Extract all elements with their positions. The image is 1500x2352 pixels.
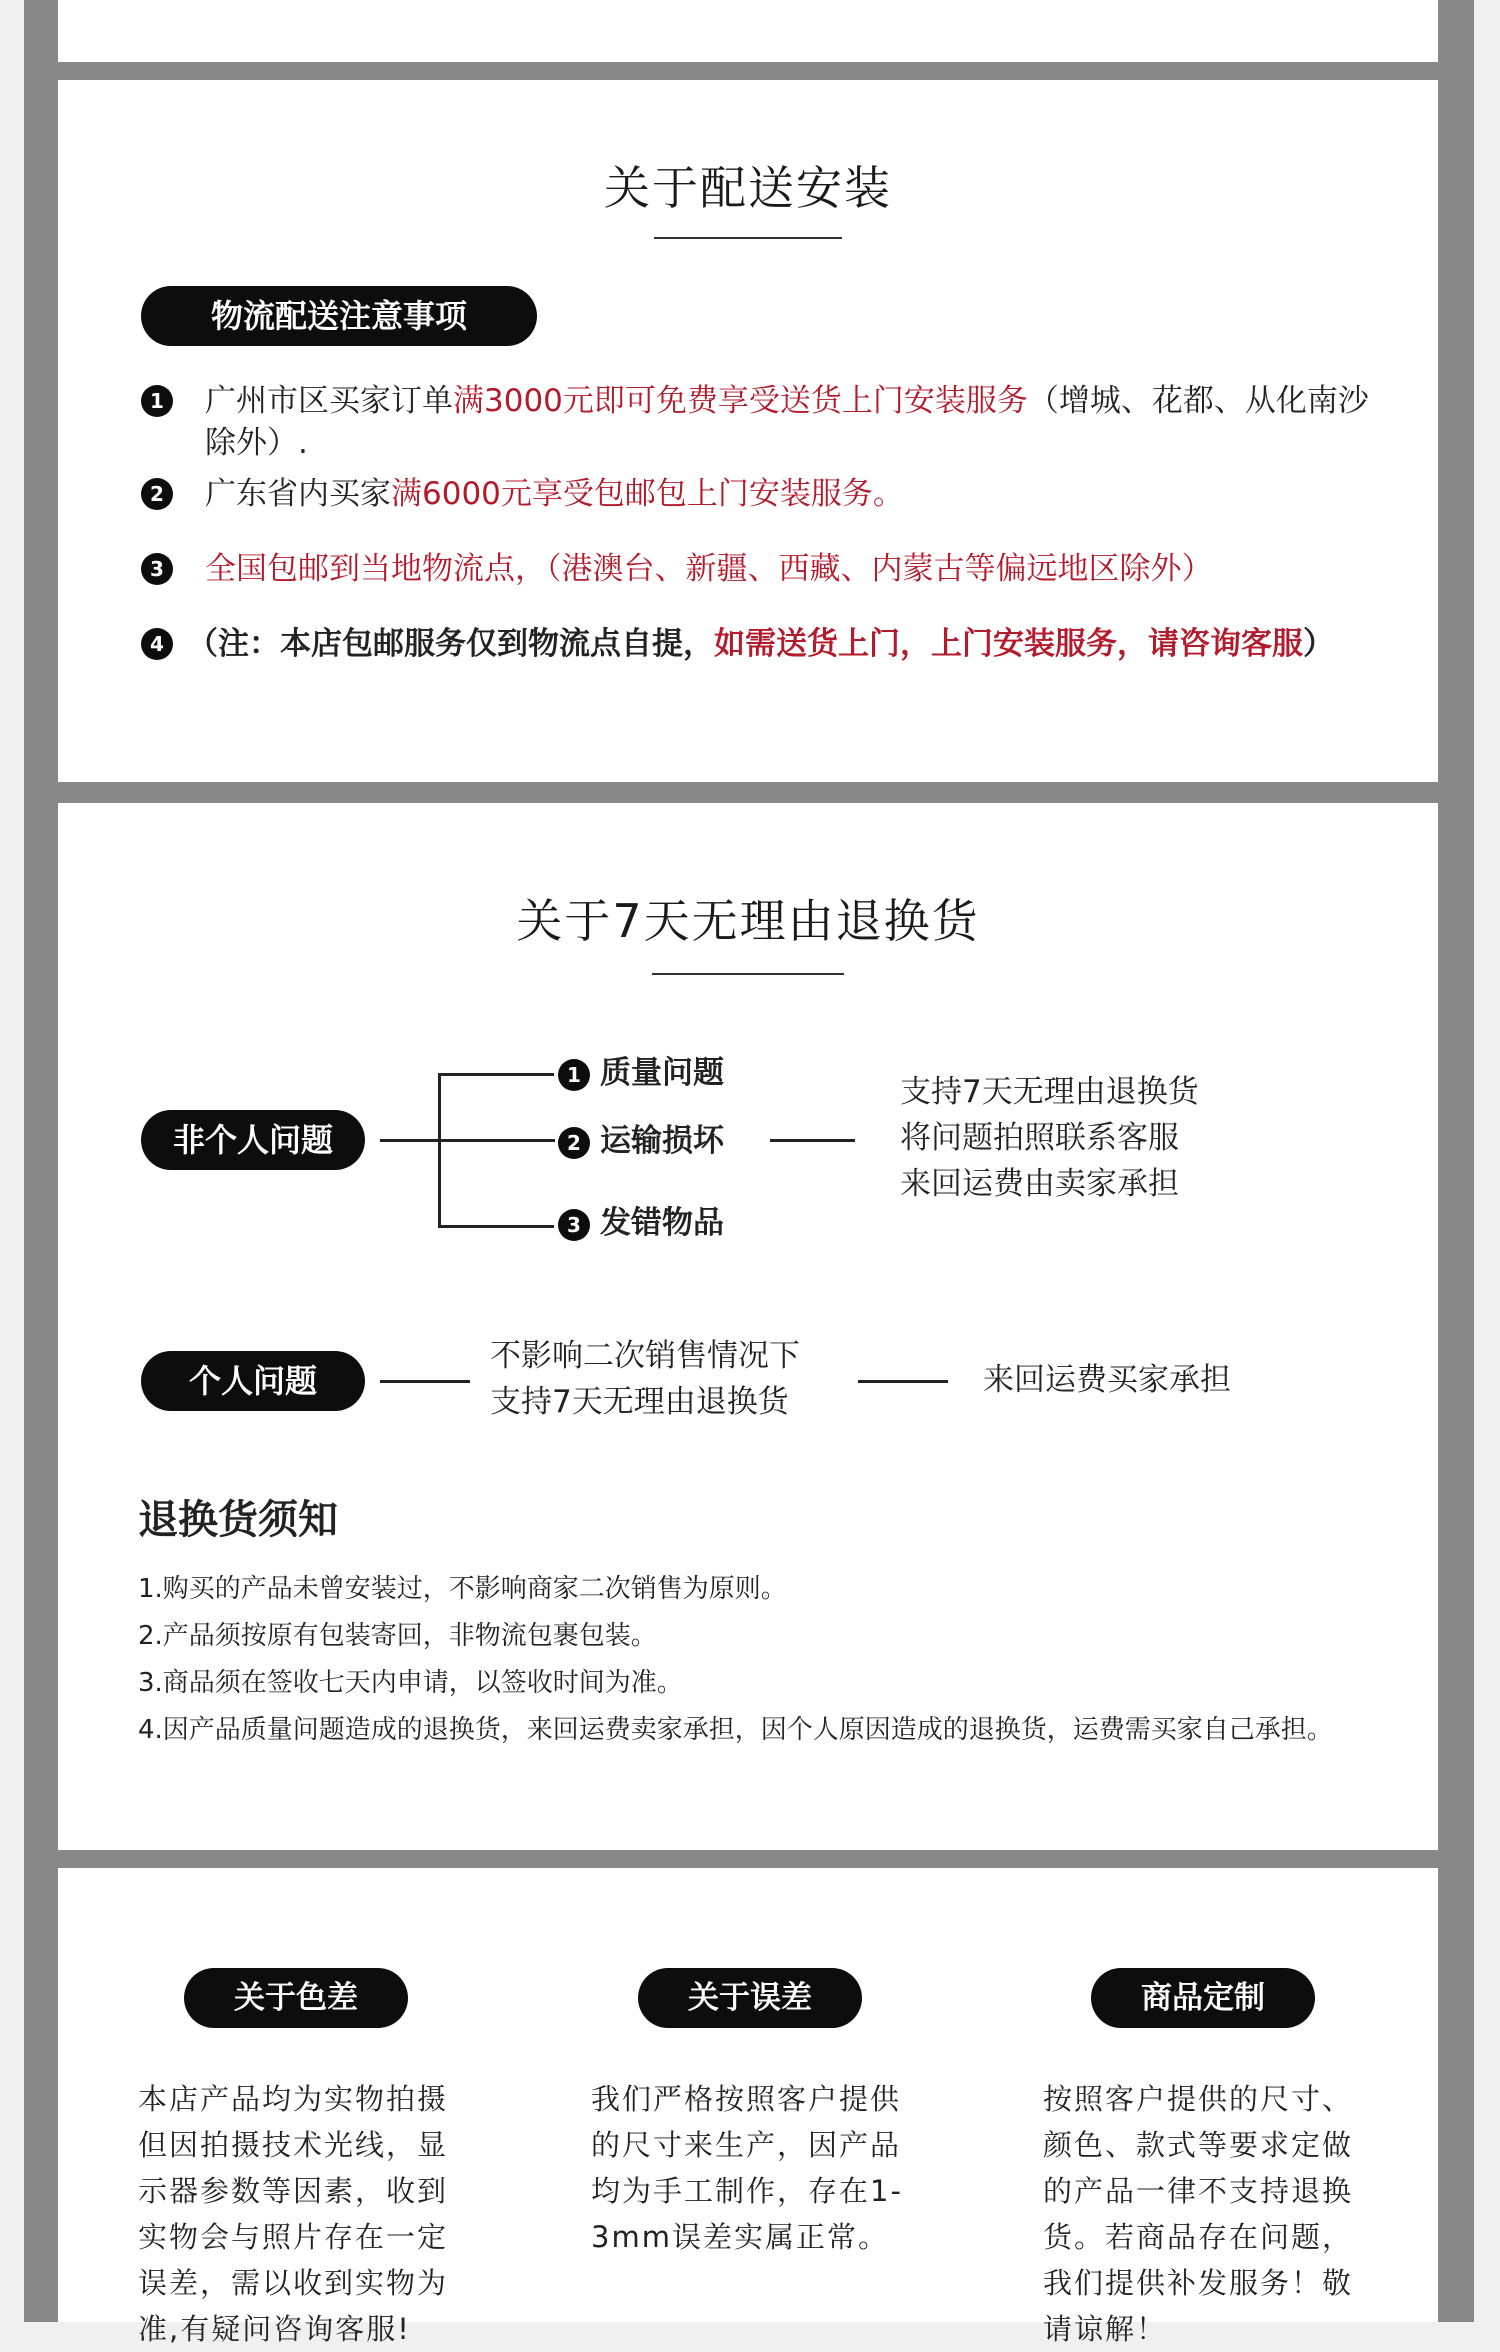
personal-badge: 个人问题 [141, 1351, 365, 1411]
bottom-card [58, 1868, 1438, 2346]
size-error-text: 我们严格按照客户提供的尺寸来生产，因产品均为手工制作，存在1-3mm误差实属正常。 [591, 2082, 903, 2254]
branch-wrong-item [558, 1203, 724, 1243]
delivery-item-2-highlight: 满6000元享受包邮包上门安装服务。 [391, 476, 904, 512]
non-personal-result [900, 1069, 1199, 1207]
branch-quality-label: 质量问题 [600, 1055, 724, 1091]
delivery-item-1-highlight: 满3000元即可免费享受送货上门安装服务 [453, 383, 1028, 419]
branch-shipping-damage-label: 运输损坏 [600, 1123, 724, 1159]
delivery-title: 关于配送安装 [604, 161, 892, 215]
returns-title: 关于7天无理由退换货 [516, 894, 980, 948]
returns-title-rule [652, 973, 844, 975]
number-1-icon: 1 [558, 1059, 590, 1091]
number-1-icon: 1 [141, 385, 173, 417]
delivery-item-4-highlight: 如需送货上门，上门安装服务，请咨询客服 [714, 626, 1303, 662]
delivery-item-2-text: 广东省内买家 [205, 476, 391, 512]
delivery-item-1-note: （增城、花都、从化南沙除外）. [205, 383, 1369, 461]
number-4-icon: 4 [141, 628, 173, 660]
notice-line-3: 3.商品须在签收七天内申请，以签收时间为准。 [138, 1668, 683, 1698]
delivery-card [58, 80, 1438, 782]
delivery-item-1-text: 广州市区买家订单 [205, 383, 453, 419]
result-connector [770, 1139, 855, 1142]
delivery-item-3-highlight: 全国包邮到当地物流点，（港澳台、新疆、西藏、内蒙古等偏远地区除外） [205, 551, 1213, 587]
delivery-item-4-close: ） [1303, 626, 1334, 662]
branch-quality [558, 1053, 724, 1093]
personal-connector-1 [380, 1380, 470, 1383]
delivery-item-3 [141, 548, 1381, 590]
tree-branch-3 [438, 1225, 554, 1228]
delivery-item-2 [141, 473, 1381, 515]
color-difference-badge: 关于色差 [184, 1968, 408, 2028]
condition-line-1: 不影响二次销售情况下 [490, 1338, 800, 1374]
delivery-title-rule [654, 237, 842, 239]
number-2-icon: 2 [558, 1127, 590, 1159]
non-personal-badge: 非个人问题 [141, 1110, 365, 1170]
delivery-item-1 [141, 380, 1381, 464]
notice-title: 退换货须知 [138, 1497, 338, 1543]
personal-condition [490, 1333, 800, 1425]
custom-order-text: 按照客户提供的尺寸、颜色、款式等要求定做的产品一律不支持退换货。若商品存在问题，我们提供补发服务！敬请谅解！ [1043, 2082, 1354, 2346]
result-line-2: 将问题拍照联系客服 [900, 1120, 1179, 1156]
number-3-icon: 3 [558, 1209, 590, 1241]
number-2-icon: 2 [141, 478, 173, 510]
tree-stem [380, 1139, 555, 1142]
personal-result: 来回运费买家承担 [983, 1362, 1231, 1398]
condition-line-2: 支持7天无理由退换货 [490, 1384, 789, 1420]
number-3-icon: 3 [141, 553, 173, 585]
notice-line-4: 4.因产品质量问题造成的退换货，来回运费卖家承担，因个人原因造成的退换货，运费需买家自己承担。 [138, 1715, 1333, 1745]
delivery-item-4-text: （注：本店包邮服务仅到物流点自提， [187, 626, 714, 662]
delivery-item-4 [141, 623, 1431, 665]
size-error-badge: 关于误差 [638, 1968, 862, 2028]
top-card [58, 0, 1438, 62]
branch-wrong-item-label: 发错物品 [600, 1205, 724, 1241]
personal-connector-2 [858, 1380, 948, 1383]
tree-spine [438, 1073, 441, 1228]
custom-order-badge: 商品定制 [1091, 1968, 1315, 2028]
tree-branch-1 [438, 1073, 554, 1076]
returns-card [58, 803, 1438, 1850]
notice-line-2: 2.产品须按原有包装寄回，非物流包裹包装。 [138, 1621, 657, 1651]
color-difference-text: 本店产品均为实物拍摄但因拍摄技术光线，显示器参数等因素，收到实物会与照片存在一定误差，需以收到实物为准,有疑问咨询客服! [138, 2082, 449, 2346]
result-line-1: 支持7天无理由退换货 [900, 1074, 1199, 1110]
branch-shipping-damage [558, 1121, 724, 1161]
notice-line-1: 1.购买的产品未曾安装过，不影响商家二次销售为原则。 [138, 1574, 787, 1604]
delivery-badge: 物流配送注意事项 [141, 286, 537, 346]
result-line-3: 来回运费由卖家承担 [900, 1166, 1179, 1202]
